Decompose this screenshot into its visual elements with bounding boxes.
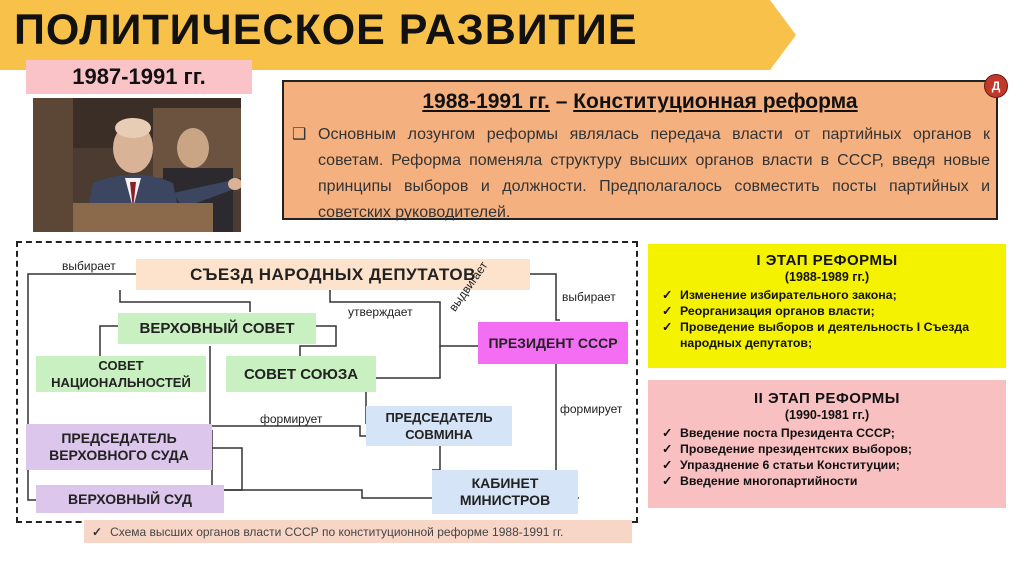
congress-box: СЪЕЗД НАРОДНЫХ ДЕПУТАТОВ (136, 259, 530, 290)
list-item: ✓ Изменение избирательного закона; (662, 288, 897, 302)
connector-congress-soviet (120, 290, 250, 312)
chair-sovmin-box: ПРЕДСЕДАТЕЛЬ СОВМИНА (366, 406, 512, 446)
edge-label-forms-right: формирует (560, 402, 623, 416)
d-badge-icon[interactable]: Д (984, 74, 1008, 98)
stage-two-list (656, 425, 998, 489)
check-icon: ✓ (662, 442, 673, 456)
edge-label-elects-right: выбирает (562, 290, 616, 304)
check-icon: ✓ (662, 288, 673, 302)
list-item: ✓ Упразднение 6 статьи Конституции; (662, 458, 900, 472)
list-item: ✓ Введение поста Президента СССР; (662, 426, 895, 440)
president-box: ПРЕЗИДЕНТ СССР (478, 322, 628, 364)
check-icon: ✓ (662, 426, 673, 440)
diagram-caption (84, 520, 632, 543)
reform-years: 1988-1991 гг. (422, 90, 550, 113)
stage-one-panel (648, 244, 1006, 368)
check-icon: ✓ (92, 524, 103, 539)
reform-dash: – (549, 90, 574, 113)
check-icon: ✓ (662, 458, 673, 472)
chair-supreme-court-box: ПРЕДСЕДАТЕЛЬ ВЕРХОВНОГО СУДА (26, 424, 212, 470)
period-label: 1987-1991 гг. (26, 60, 252, 94)
council-union-box: СОВЕТ СОЮЗА (226, 356, 376, 392)
checkbox-bullet-icon: ❑ (292, 126, 307, 143)
stage-one-title: I ЭТАП РЕФОРМЫ (756, 252, 898, 269)
connector-sovmin-cabinet (432, 444, 440, 470)
connector-soviet-nationalities (100, 326, 118, 342)
check-icon: ✓ (662, 320, 673, 334)
list-item: ✓ Проведение президентских выборов; (662, 442, 913, 456)
edge-label-forms-left: формирует (260, 412, 323, 426)
edge-label-elects-left: выбирает (62, 259, 116, 273)
council-nationalities-box: СОВЕТ НАЦИОНАЛЬНОСТЕЙ (36, 356, 206, 392)
reform-name: Конституционная реформа (573, 90, 858, 113)
check-icon: ✓ (662, 304, 673, 318)
supreme-court-box: ВЕРХОВНЫЙ СУД (36, 485, 224, 513)
reform-description: Основным лозунгом реформы являлась передача власти от партийных органов к советам. Реформа поменяла структуру высших органов власти в СССР, введя новые принципы выборов и должности. Предполагалось совместить посты партийных и советских руководителей. (318, 126, 990, 221)
caption-text: Схема высших органов власти СССР по конституционной реформе 1988-1991 гг. (110, 524, 564, 539)
cabinet-box: КАБИНЕТ МИНИСТРОВ (432, 470, 578, 514)
connector-congress-president-r (530, 274, 560, 320)
supreme-soviet-box: ВЕРХОВНЫЙ СОВЕТ (118, 313, 316, 344)
edge-label-nominates: выдвигает (446, 258, 491, 315)
stage-one-list (656, 287, 998, 351)
edge-label-approves: утверждает (348, 305, 413, 319)
list-item: ✓ Проведение выборов и деятельность I Съезда народных депутатов; (662, 320, 970, 350)
stage-two-years: (1990-1981 гг.) (784, 408, 870, 422)
stage-one-years: (1988-1989 гг.) (784, 270, 870, 284)
list-item: ✓ Введение многопартийности (662, 474, 858, 488)
stage-two-title: II ЭТАП РЕФОРМЫ (754, 390, 900, 407)
list-item: ✓ Реорганизация органов власти; (662, 304, 875, 318)
stage-two-panel (648, 380, 1006, 508)
page-title: ПОЛИТИЧЕСКОЕ РАЗВИТИЕ (14, 6, 638, 54)
connector-chair-court (212, 448, 242, 490)
check-icon: ✓ (662, 474, 673, 488)
